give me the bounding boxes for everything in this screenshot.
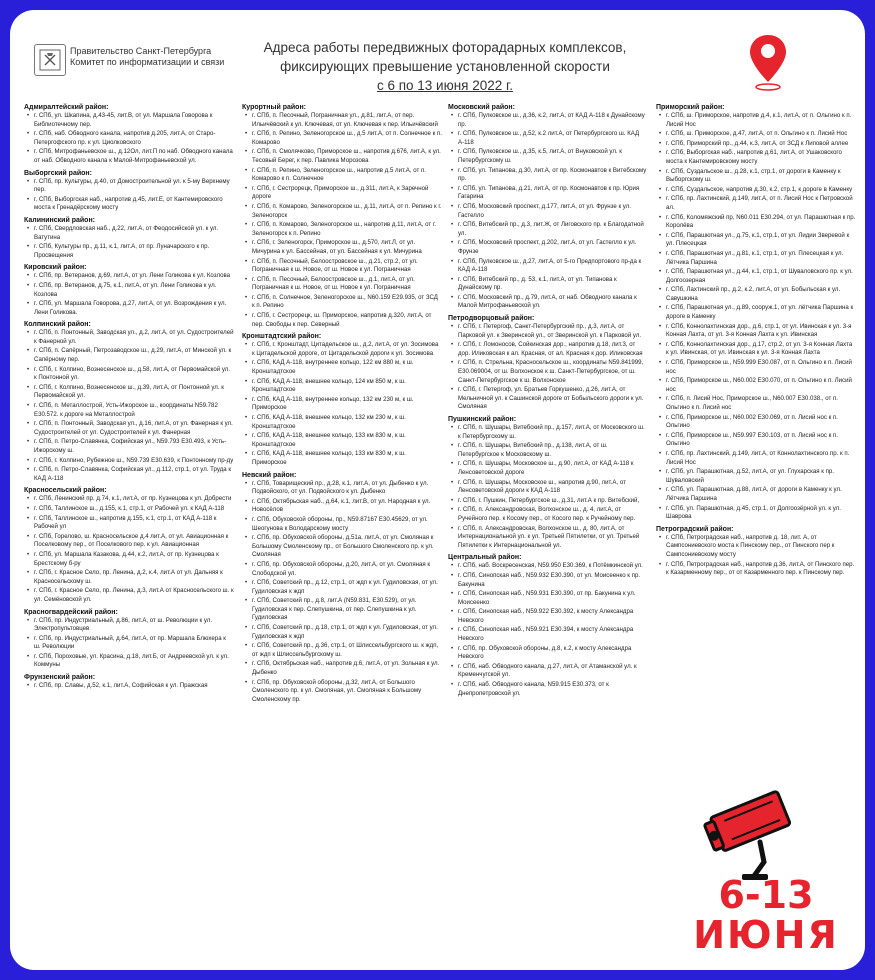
address-item: • г. СПб, г. Ломоносов, Сойкинская дор., напротив д.18, лит.3, от дор. Иликовская к ал. Красная, от ал. Красная к дор. Иликовская [448,341,648,358]
address-item: • г. СПб, Коннолахтинская дор., д.17, стр.2, от ул. 3-я Конная Лахта к ул. Ивинская, от ул. Ивинская к ул. 3-я Конная Лахта [656,341,856,358]
district-name: Курортный район: [242,104,306,111]
address-item: • г. СПб, пр. Культуры, д.40, от Домостроительной ул. к 5-му Верхнему пер. [24,178,234,195]
district-section [24,608,234,671]
address-item: • г. СПб, п. Комарово, Зеленогорское ш., напротив д.11, лит.А, от г. Зеленогорск к п. Репино [242,221,442,238]
address-list [24,329,234,483]
address-list [448,323,648,412]
address-item: • г. СПб, г. Колпино, Рубежное ш., N59.739 E30.639, к Понтонному пр-ду [24,457,234,466]
address-item: • г. СПб, Выборгская наб., напротив д.45, лит.Е, от Кантемировского моста к Гренадёрскому мосту [24,196,234,213]
header [10,10,865,106]
district-name: Адмиралтейский район: [24,104,109,111]
address-item: • г. СПб, ул. Типанова, д.30, лит.А, от пр. Космонавтов к Витебскому пр. [448,167,648,184]
org-line-1: Правительство Санкт-Петербурга [70,46,212,56]
address-item: • г. СПб, г. Пушкин, Петербургское ш., д.31, лит.А к пр. Витебский, [448,497,648,506]
address-item: • г. СПб, наб. Воскресенская, N59.950 E30.369, к Потёмкинской ул. [448,562,648,571]
district-name: Фрунзенский район: [24,674,96,682]
district-section [24,169,234,213]
address-list [242,112,442,329]
address-item: • г. СПб, Таллинское ш., напротив д.155, к.1, стр.1, от КАД А-118 к Рабочей ул [24,515,234,532]
district-section [24,320,234,483]
address-item: • г. СПб, п. Петро-Славянка, Софийская ул., д.112, стр.1, от ул. Труда к КАД А-118 [24,466,234,483]
address-item: • г. СПб, Парашютная ул., д.44, к.1, стр.1, от Шуваловского пр. к ул. Долгоозерная [656,268,856,285]
address-item: • г. СПб, КАД А-118, внешнее кольцо, 132 км 230 м, к ш. Кронштадтское [242,414,442,431]
location-pin-icon [746,32,790,92]
column-2 [242,100,442,705]
address-item: • г. СПб, Петроградская наб., напротив д.36, лит.А, от Пинского пер. к Казарменному пер., от от Казарменного пер. к Пинскому пер. [656,561,856,578]
address-item: • г. СПб, п. Понтонный, Заводская ул., д.2, лит.А, от ул. Судостроителей к Фанерной ул. [24,329,234,346]
district-section [448,415,648,550]
district-section [242,332,442,467]
district-name: Красногвардейский район: [24,608,118,616]
address-item: • г. СПб, ул. Типанова, д.21, лит.А, от пр. Космонавтов к пр. Юрия Гагарина [448,185,648,202]
address-item: • г. СПб, п. Александровская, Волхонское ш., д. 4, лит.А, от Ручейного пер. к Косому пер., от Косого пер. к Ручейному пер. [448,506,648,523]
address-item: • г. СПб, п. Шушары, Московское ш., д.90, лит.А, от КАД А-118 к Ленсоветовской дороге [448,460,648,477]
address-item: • г. СПб, Суздальское ш., д.28, к.1, стр.1, от дороги в Каменку к Выборгскому ш. [656,168,856,185]
address-item: • г. СПб, пр. Обуховской обороны, д.32, лит.А, от Большого Смоленского пр. к ул. Смоляная, ул. Смоляная к Большому Смоленскому пр. [242,679,442,705]
address-item: • г. СПб, п. Александровская, Волхонское ш., д. 80, лит.А, от Интернациональной ул. к ул. Третьей Пятилетки, от ул. Третьей Пятилетки к Интернациональной ул. [448,525,648,551]
address-item: • г. СПб, Пулковское ш., д.52, к.2 лит.А, от Петербургского ш. КАД А-118 [448,130,648,147]
dates-month: ИЮНЯ [693,913,839,957]
speed-camera-icon [700,780,810,885]
address-item: • г. СПб, Московский пр., д.79, лит.А, от наб. Обводного канала к Малой Митрофаньевской ул. [448,294,648,311]
address-item: • г. СПб, Лахтинский пр., д.2, к.2, лит.А, от ул. Бобыльская к ул. Савушкина [656,286,856,303]
address-item: • г. СПб, п. Петро-Славянка, Софийская ул., N59.793 E30.493, к Усть-Ижорскому ш. [24,438,234,455]
dates-badge [686,875,846,955]
address-item: • г. СПб, Московский проспект, д.177, лит.А, от ул. Фрунзе к ул. Гастелло [448,203,648,220]
address-item: • г. СПб, КАД А-118, внутреннее кольцо, 122 км 880 м, к ш. Кронштадтское [242,359,442,376]
address-item: • г. СПб, Парашютная ул., д.89, сооруж.1, от ул. лётчика Паршина к дороге в Каменку [656,304,856,321]
address-item: • г. СПб, Приморское ш., N59.997 E30.103, от п. Лисий нос к п. Ольгино [656,432,856,449]
address-item: • г. СПб, Пулковское ш., д.27, лит.А, от 5-го Предпортового пр-да к КАД А-118 [448,258,648,275]
district-section [24,673,234,691]
district-section [242,471,442,705]
address-item: • г. СПб, пр. Индустриальный, д.64, лит.А, от пр. Маршала Блюхера к ш. Революции [24,635,234,652]
address-item: • г. СПб, Парашютная ул., д.75, к.1, стр.1, от ул. Лидии Зверевой к ул. Плесецкая [656,232,856,249]
address-item: • г. СПб, ш. Приморское, д.47, лит.А, от п. Ольгино к п. Лисий Нос [656,130,856,139]
address-item: • г. СПб, Советский пр., д.18, стр.1, от ждп к ул. Гудиловская, от ул. Гудиловская к ждп [242,624,442,641]
address-item: • г. СПб, КАД А-118, внешнее кольцо, 124 км 850 м, к ш. Кронштадтское [242,378,442,395]
spb-emblem-icon [34,44,66,76]
address-item: • г. СПб, пр. Обуховской обороны, д.51а, лит.А, от ул. Смоляная к Большому Смоленскому пр., от Большого Смоленского пр. к ул. Смоляная [242,534,442,560]
address-item: • г. СПб, пр. Ветеранов, д.75, к.1, лит.А, от ул. Лени Голикова к ул. Козлова [24,282,234,299]
address-item: • г. СПб, Пороховые, ул. Красина, д.18, лит.Б, от Андреевской ул. к ул. Коммуны [24,653,234,670]
address-item: • г. СПб, г. Колпино, Вознесенское ш., д.58, лит.А, от Первомайской ул. к Понтонной ул. [24,366,234,383]
address-item: • г. СПб, п. Комарово, Зеленогорское ш., д.11, лит.А, от п. Репино к г. Зеленогорск [242,203,442,220]
address-item: • г. СПб, Товарищеский пр., д.28, к.1, лит.А, от ул. Дыбенко к ул. Подвойского, от ул. Подвойского к ул. Дыбенко [242,480,442,497]
address-item: • г. СПб, п. Репино, Зеленогорское ш., напротив д.5 лит.А, от п. Комарово к п. Солнечное [242,167,442,184]
address-item: • г. СПб, г. Красное Село, пр. Ленина, д.3, лит.А от Красносельского ш. к ул. Семёновской ул. [24,587,234,604]
address-item: • г. СПб, п. Стрельна, Красносельское ш., координаты N59.841999, E30.069004, от ш. Волхонское к ш. Санкт-Петербургское, от ш. Санкт-Петербургское к ш. Волхонское [448,359,648,385]
address-item: • г. СПб, Петроградская наб., напротив д. 18, лит. А, от Сампсониевского моста к Пинскому пер., от Пинского пер к Сампсониевскому мосту [656,534,856,560]
address-item: • г. СПб, п. Песочный, Белоостровское ш., д.1, лит.А, от ул. Пограничная к ш. Новое, от ш. Новое к ул. Пограничная [242,276,442,293]
district-name: Выборгский район: [24,169,92,177]
district-section [24,263,234,317]
address-item: • г. СПб, Приморский пр., д.44, к.3, лит.А, от ЗСД к Липовой аллее [656,140,856,149]
district-section [448,103,648,311]
address-item: • г. СПб, г. Петергоф, ул. Братьев Горкушенко, д.26, лит.А, от Мельничной ул. к Сашинской дороге от Бобыльского дороги к ул. Смоляная [448,386,648,412]
address-item: • г. СПб, Октябрьская наб., напротив д.6, лит.А, от ул. Зольная к ул. Дыбенко [242,660,442,677]
address-item: • г. СПб, пр. Индустриальный, д.86, лит.А, от ш. Революции к ул. Электропультовцев [24,617,234,634]
district-name: Красносельский район: [24,487,107,495]
address-list [24,682,234,691]
address-item: • г. СПб, п. Лисий Нос, Приморское ш., N60.007 E30.038., от п. Ольгино к п. Лисий нос [656,395,856,412]
district-section [448,553,648,698]
address-item: • г. СПб, п. Шушары, Московское ш., напротив д.90, лит.А, от Ленсоветовской дороги к КАД А-118 [448,479,648,496]
district-section [656,525,856,578]
address-item: • г. СПб, пр. Лахтинский, д.149, лит.А, от Коннолахтинского пр. к п. Лисий Нос [656,450,856,467]
address-item: • г. СПб, ул. Маршала Казакова, д.44, к.2, лит.А, от пр. Кузнецова к Брестскому б-ру [24,551,234,568]
address-item: • г. СПб, пр. Обуховской обороны, д.20, лит.А, от ул. Смоляная к Слободской ул. [242,561,442,578]
district-name: Пушкинский район: [448,416,517,423]
address-item: • г. СПб, п. Репино, Зеленогорское ш., д.5 лит.А, от п. Солнечное к п. Комарово [242,130,442,147]
district-name: Калининский район: [24,216,96,224]
address-item: • г. СПб, Синопская наб., N59.932 E30.390, от ул. Моисеенко к пр. Бакунина [448,572,648,589]
address-item: • г. СПб, г. Сестрорецк, ш. Приморское, напротив д.320, лит.А, от пер. Свободы к пер. Северный [242,312,442,329]
address-list [24,178,234,213]
address-item: • г. СПб, Советский пр., д.12, стр.1, от ждп к ул. Гудиловская, от ул. Гудиловская к ждп [242,579,442,596]
district-section [24,486,234,604]
address-item: • г. СПб, ул. Парашютная, д.88, лит.А, от дороги в Каменку к ул. Лётчика Паршина [656,486,856,503]
address-item: • г. СПб, Таллинское ш., д.155, к.1, стр.1, от Рабочей ул. к КАД А-118 [24,505,234,514]
address-item: • г. СПб, Выборгская наб., напротив д.61, лит.А, от Ушаковского моста к Кантемировскому мосту [656,149,856,166]
address-item: • г. СПб, Октябрьская наб., д.64, к.1, лит.В, от ул. Народная к ул. Новосёлов [242,498,442,515]
address-list [656,534,856,578]
address-item: • г. СПб, Пулковское ш., д.36, к.2, лит.А, от КАД А-118 к Дунайскому пр. [448,112,648,129]
district-name: Московский район: [448,104,515,111]
address-item: • г. СПб, Обуховской обороны, пр., N59.87167 E30.45629, от ул. Шеогунова к Володарскому мосту [242,516,442,533]
address-item: • г. СПб, КАД А-118, внутреннее кольцо, 132 км 230 м, к ш. Приморское [242,396,442,413]
address-list [242,341,442,467]
address-item: • г. СПб, Приморское ш., N60.002 E30.069, от п. Лисий нос к п. Ольгино [656,414,856,431]
address-list [24,272,234,317]
address-item: • г. СПб, Витебский пр., д.3, лит.Ж, от Лиговского пр. к Благодатной ул. [448,221,648,238]
address-item: • г. СПб, ул. Парашютная, д.52, лит.А, от ул. Глухарская к пр. Шуваловский [656,468,856,485]
address-item: • г. СПб, наб. Обводного канала, N59.915 E30.373, от к Днепропетровской ул. [448,681,648,698]
address-list [448,562,648,698]
address-item: • г. СПб, п. Шушары, Витебский пр., д.138, лит.А, от ш. Петербургское к Московскому ш. [448,442,648,459]
address-item: • г. СПб, Советский пр., д.36, стр.1, от Шлиссельбургского ш. к ждп, от ждп к Шлиссельбургскому ш. [242,642,442,659]
address-item: • г. СПб, наб. Обводного канала, д.27, лит.А, от Атаманской ул. к Кременчугской ул. [448,663,648,680]
address-list [24,112,234,166]
address-list [656,112,856,522]
title-dates: с 6 по 13 июня 2022 г. [376,78,514,93]
address-item: • г. СПб, наб. Обводного канала, напротив д.205, лит.А, от Старо-Петергофского пр. к ул. Циолковского [24,130,234,147]
address-item: • г. СПб, г. Кронштадт, Цитадельское ш., д.2, лит.А, от ул. Зосимова к Цитадельской дороге, от Цитадельской дороги к ул. Зосимова [242,341,442,358]
address-item: • г. СПб, г. Сестрорецк, Приморское ш., д.311, лит.А, к Заречной дороге [242,185,442,202]
address-item: • г. СПб, ул. Парашютная, д.45, стр.1, от Долгоозёрной ул. к ул. Шаврова [656,505,856,522]
address-item: • г. СПб, г. Зеленогорск, Приморское ш., д.570, лит.Л, от ул. Мичурина к ул. Бассейная, от ул. Бассейная к ул. Мичурина [242,239,442,256]
district-section [448,314,648,412]
address-item: • г. СПб, п. Песочный, Пограничная ул., д.81, лит.А, от пер. Ильичёвский к ул. Ключевая, от ул. Ключевая к пер. Ильичёвский [242,112,442,129]
district-section [656,103,856,522]
address-item: • г. СПб, пр. Славы, д.52, к.1, лит.А, Софийская к ул. Пражская [24,682,234,691]
address-item: • г. СПб, п. Солнечное, Зеленогорское ш., N60.159 E29.935, от ЗСД к п. Репино [242,294,442,311]
address-item: • г. СПб, пр. Обуховской обороны, д.8, к.2, к мосту Александра Невского [448,645,648,662]
address-item: • г. СПб, Синопская наб., N59.921 E30.394, к мосту Александра Невского [448,626,648,643]
address-item: • г. СПб, п. Смолячково, Приморское ш., напротив д.676, лит.А, к ул. Тесовый Берег, к пер. Павлика Морозова [242,148,442,165]
address-item: • г. СПб, Парашютная ул., д.81, к.1, стр.1, от ул. Плесецкая к ул. Лётчика Паршина [656,250,856,267]
address-item: • г. СПб, п. Металлострой, Усть-Ижорское ш., координаты N59.782 E30.572. к дороге на Металлострой [24,402,234,419]
district-name: Невский район: [242,471,297,479]
title-line-2: фиксирующих превышение установленной скорости [280,59,610,74]
address-item: • г. СПб, ш. Приморское, напротив д.4, к.1, лит.А, от п. Ольгино к п. Лисий Нос [656,112,856,129]
address-item: • г. СПб, п. Понтонный, Заводская ул., д.16, лит.А, от ул. Фанерная к ул. Судостроителей от ул. Судостроителей к ул. Фанерная [24,420,234,437]
district-section [24,103,234,166]
address-item: • г. СПб, Приморское ш., N59.999 E30.087, от п. Ольгино к п. Лисий нос [656,359,856,376]
district-name: Центральный район: [448,554,522,562]
column-3 [448,100,648,699]
address-item: • г. СПб, г. Петергоф, Санкт-Петербургский пр., д.3, лит.А, от Парковой ул. к Зверинской ул., от Зверинской ул. к Парковой ул. [448,323,648,340]
organization-name [70,46,224,68]
address-list [24,617,234,671]
district-name: Колпинский район: [24,321,91,329]
address-list [448,424,648,550]
address-item: • г. СПб, г. Красное Село, пр. Ленина, д.2, к.4, лит.А от ул. Дальняя к Красносельскому ш. [24,569,234,586]
org-line-2: Комитет по информатизации и связи [70,57,225,67]
document-card [10,10,865,970]
page-title [235,38,655,95]
column-1 [24,100,234,692]
district-name: Петроградский район: [656,525,734,533]
address-item: • г. СПб, Пулковское ш., д.35, к.5, лит.А, от Внуковской ул. к Петербургскому ш. [448,148,648,165]
address-item: • г. СПб, ул. Шкапина, д.43-45, лит.В, от ул. Маршала Говорова к Библиотечному пер. [24,112,234,129]
column-4 [656,100,856,579]
address-item: • г. СПб, КАД А-118, внешнее кольцо, 133 км 830 м, к ш. Приморское [242,450,442,467]
address-item: • г. СПб, Суздальское, напротив д.30, к.2, стр.1, к дороге в Каменку [656,186,856,195]
address-item: • г. СПб, Синопская наб., N59.922 E30.392, к мосту Александра Невского [448,608,648,625]
address-item: • г. СПб, Горелово, ш. Красносельское д.4 лит.А, от ул. Авиационная к Поселковому пер., от Поселкового пер. к ул. Авиационная [24,533,234,550]
district-section [24,216,234,260]
address-item: • г. СПб, Свердловская наб., д.22, лит.А, от Феодосийской ул. к ул. Ватутина [24,225,234,242]
address-item: • г. СПб, п. Сапёрный, Петрозаводское ш., д.29, лит.А, от Минской ул. к Сапёрному пер. [24,347,234,364]
address-item: • г. СПб, Синопская наб., N59.931 E30.390, от пр. Бакунина к ул. Моисеенко [448,590,648,607]
district-name: Кировский район: [24,264,87,272]
address-item: • г. СПб, Коннолахтинская дор., д.6, стр.1, от ул. Ивинская к ул. 3-я Конная Лахта, от ул. 3-я Конная Лахта к ул. Ивинская [656,323,856,340]
title-line-1: Адреса работы передвижных фоторадарных комплексов, [263,40,627,55]
address-item: • г. СПб, Витебский пр., д. 53, к.1, лит.А, от ул. Типанова к Дунайскому пр. [448,276,648,293]
address-item: • г. СПб, п. Шушары, Витебский пр., д.157, лит.А, от Московского ш. к Петербургскому ш. [448,424,648,441]
district-name: Кронштадтский район: [242,333,322,341]
address-item: • г. СПб, Советский пр., д.8, лит.А (N59.831, E30.529), от ул. Гудиловская к пер. Слепушкина, от пер. Слепушкина к ул. Гудиловская [242,597,442,623]
address-list [448,112,648,311]
address-item: • г. СПб, Ленинский пр. д.74, к.1, лит.А, от пр. Кузнецова к ул. Добрести [24,495,234,504]
district-name: Петродворцовый район: [448,315,535,323]
district-name: Приморский район: [656,104,725,111]
address-list [24,495,234,604]
address-item: • г. СПб, КАД А-118, внешнее кольцо, 133 км 830 м, к ш. Кронштадтское [242,432,442,449]
address-item: • г. СПб, пр. Ветеранов, д.69, лит.А, от ул. Лени Голикова к ул. Козлова [24,272,234,281]
dates-range: 6-13 [718,873,814,917]
address-item: • г. СПб, Приморское ш., N60.002 E30.070, от п. Ольгино к п. Лисий нос [656,377,856,394]
district-section [242,103,442,329]
address-list [24,225,234,260]
address-item: • г. СПб, Митрофаньевское ш., д.12Ол, лит.П по наб. Обводного канала от наб. Обводного канала к Малой-Митрофаньевской ул. [24,148,234,165]
address-item: • г. СПб, пр. Лахтинский, д.149, лит.А, от п. Лисий Нос к Петровской ал. [656,195,856,212]
address-item: • г. СПб, Культуры пр., д.11, к.1, лит.А, от пр. Луначарского к пр. Просвещения [24,243,234,260]
address-item: • г. СПб, ул. Маршала Говорова, д.27, лит.А, от ул. Возрождения к ул. Лени Голикова. [24,300,234,317]
address-item: • г. СПб, п. Песочный, Белоостровское ш., д.21, стр.2, от ул. Пограничная к ш. Новое, от ш. Новое к ул. Пограничная [242,258,442,275]
address-item: • г. СПб, Коломяжский пр, N60.011 E30.294, от ул. Парашютная к пр. Королёва [656,214,856,231]
address-item: • г. СПб, Московский проспект, д.202, лит.А, от ул. Гастелло к ул. Фрунзе [448,239,648,256]
address-item: • г. СПб, г. Колпино, Вознесенское ш., д.39, лит.А, от Понтонной ул. к Первомайской ул. [24,384,234,401]
address-list [242,480,442,705]
